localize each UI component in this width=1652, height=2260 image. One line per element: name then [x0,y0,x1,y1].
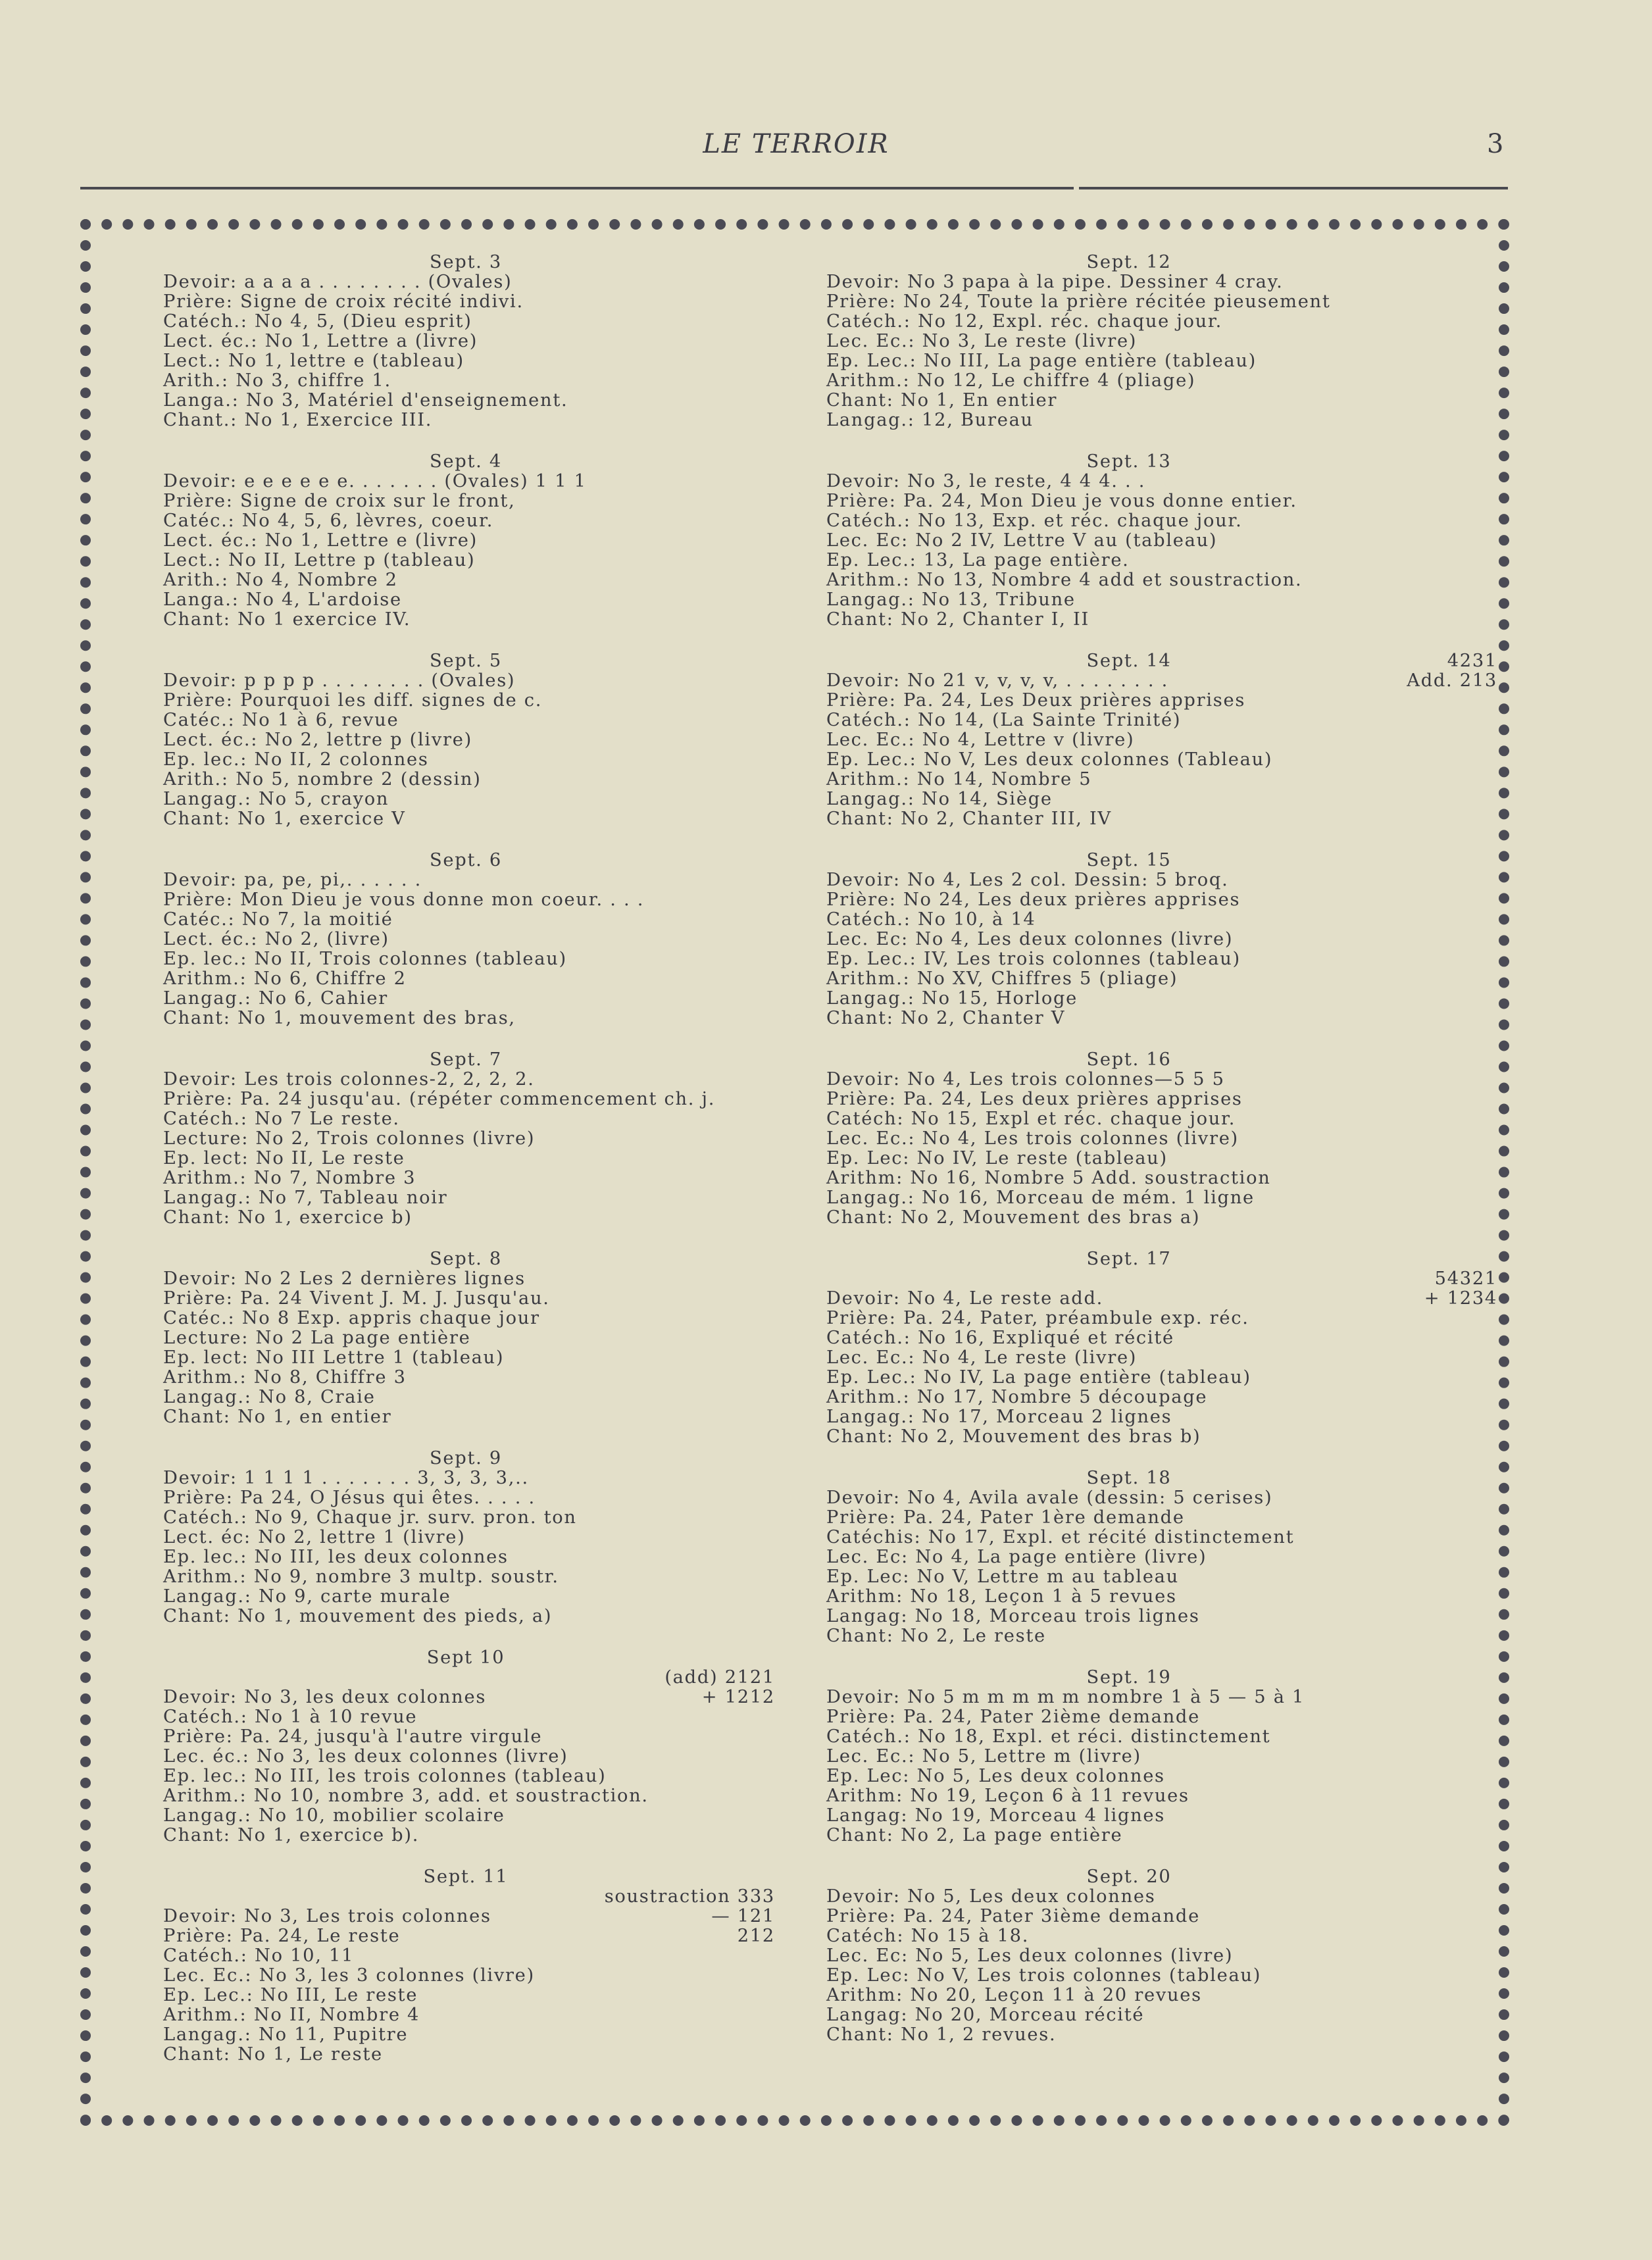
schedule-line: Devoir: No 4, Avila avale (dessin: 5 cerises) [826,1488,1273,1508]
schedule-line: Devoir: a a a a . . . . . . . . (Ovales) [163,272,513,292]
day-title: Sept. 4 [430,451,502,472]
day-entry [826,651,1497,829]
day-title: Sept. 19 [1086,1667,1172,1688]
schedule-line: Langag.: No 7, Tableau noir [163,1188,448,1208]
schedule-line: Ep. Lec.: No III, Le reste [163,1985,418,2005]
schedule-line: Arithm.: No II, Nombre 4 [163,2005,420,2025]
schedule-line: Langag: No 18, Morceau trois lignes [826,1606,1200,1626]
day-title: Sept 10 [426,1647,505,1668]
sum-figure: + 1212 [701,1687,775,1707]
day-entry [826,1668,1432,1846]
schedule-line: Catéc.: No 7, la moitié [163,909,393,930]
schedule-line: Arithm: No 16, Nombre 5 Add. soustraction [826,1168,1271,1188]
schedule-line: Arithm.: No 10, nombre 3, add. et soustraction. [163,1786,649,1806]
schedule-line: Devoir: No 5 m m m m m nombre 1 à 5 — 5 à 1 [826,1687,1305,1707]
schedule-line: Prière: Pa. 24 jusqu'au. (répéter commencement ch. j. [163,1089,716,1109]
schedule-line: Lect. éc.: No 2, lettre p (livre) [163,730,472,750]
schedule-line: Langag.: No 11, Pupitre [163,2024,409,2045]
day-title: Sept. 14 [1086,651,1172,671]
schedule-line: Chant: No 2, Chanter III, IV [826,809,1112,829]
schedule-line: Arithm: No 20, Leçon 11 à 20 revues [826,1985,1202,2005]
day-entry [163,1867,775,2065]
schedule-line: Devoir: No 4, Le reste add. [826,1288,1104,1309]
schedule-line: Devoir: No 5, Les deux colonnes [826,1886,1156,1907]
schedule-line: Lec. Ec.: No 5, Lettre m (livre) [826,1746,1141,1767]
schedule-line: Lec. Ec.: No 4, Lettre v (livre) [826,730,1135,750]
schedule-line: Devoir: No 2 Les 2 dernières lignes [163,1268,526,1289]
schedule-line: Devoir: p p p p . . . . . . . . (Ovales) [163,670,516,691]
day-title: Sept. 6 [430,850,502,870]
schedule-line: Chant: No 1, 2 revues. [826,2024,1057,2045]
schedule-line: Catéc.: No 1 à 6, revue [163,710,399,730]
schedule-line: Prière: No 24, Les deux prières apprises [826,890,1241,910]
day-title: Sept. 3 [430,252,502,272]
day-entry [826,1867,1432,2045]
schedule-line: Lec. Ec: No 5, Les deux colonnes (livre) [826,1946,1234,1966]
schedule-line: Langa.: No 3, Matériel d'enseignement. [163,390,568,411]
schedule-line: Arith.: No 5, nombre 2 (dessin) [163,769,482,790]
schedule-line: Arithm.: No 8, Chiffre 3 [163,1367,407,1388]
schedule-line: Catéc.: No 8 Exp. appris chaque jour [163,1308,540,1328]
schedule-line: Catéch: No 15, Expl et réc. chaque jour. [826,1109,1236,1129]
day-title: Sept. 20 [1086,1867,1172,1887]
schedule-line: Chant.: No 1, Exercice III. [163,410,433,430]
schedule-line: Langag.: No 9, carte murale [163,1586,451,1607]
day-entry [826,253,1432,430]
schedule-line: Lect. éc: No 2, lettre 1 (livre) [163,1527,466,1547]
schedule-line: Arithm.: No 14, Nombre 5 [826,769,1092,790]
schedule-line: Catéch.: No 14, (La Sainte Trinité) [826,710,1182,730]
schedule-line: Ep. Lec: No V, Lettre m au tableau [826,1567,1179,1587]
schedule-line: Chant: No 1, en entier [163,1407,392,1427]
running-title: LE TERROIR [703,129,889,159]
schedule-line: Catéch.: No 10, à 14 [826,909,1036,930]
schedule-line: Lecture: No 2 La page entière [163,1328,471,1348]
schedule-line: Ep. Lec.: No V, Les deux colonnes (Tableau) [826,749,1273,770]
day-title: Sept. 13 [1086,451,1172,472]
day-entry [163,452,768,630]
day-entry [826,851,1432,1028]
schedule-line: Ep. Lec.: IV, Les trois colonnes (tableau) [826,949,1241,969]
schedule-line: Arithm.: No XV, Chiffres 5 (pliage) [826,968,1178,989]
schedule-line: Prière: Signe de croix récité indivi. [163,291,524,312]
schedule-line: Prière: Mon Dieu je vous donne mon coeur. . . . [163,890,645,910]
schedule-line: Ep. lect: No II, Le reste [163,1148,405,1168]
day-title: Sept. 18 [1086,1468,1172,1488]
schedule-line: Langag.: No 5, crayon [163,789,389,809]
schedule-line: Chant: No 2, Le reste [826,1626,1046,1646]
schedule-line: Arithm.: No 17, Nombre 5 découpage [826,1387,1208,1407]
day-title: Sept. 12 [1086,252,1172,272]
schedule-line: Chant: No 1, mouvement des bras, [163,1008,516,1028]
schedule-line: Lect.: No II, Lettre p (tableau) [163,550,476,570]
schedule-line: Devoir: No 3, Les trois colonnes [163,1906,491,1926]
schedule-line: Arith.: No 3, chiffre 1. [163,370,391,391]
schedule-line: Langag.: 12, Bureau [826,410,1034,430]
schedule-line: Lec. Ec: No 4, La page entière (livre) [826,1547,1207,1567]
schedule-line: Lec. Ec.: No 4, Le reste (livre) [826,1347,1138,1368]
schedule-line: Langag.: No 14, Siège [826,789,1053,809]
schedule-line: Devoir: e e e e e e. . . . . . . (Ovales) 1 1 1 [163,471,587,491]
schedule-line: Catéch.: No 4, 5, (Dieu esprit) [163,311,472,332]
schedule-line: Catéch.: No 13, Exp. et réc. chaque jour. [826,511,1243,531]
sum-figure: 212 [737,1926,775,1946]
schedule-line: Catéch.: No 10, 11 [163,1946,355,1966]
schedule-line: Devoir: 1 1 1 1 . . . . . . . 3, 3, 3, 3,.. [163,1468,529,1488]
schedule-line: Catéch.: No 12, Expl. réc. chaque jour. [826,311,1223,332]
schedule-line: Lec. éc.: No 3, les deux colonnes (livre) [163,1746,568,1767]
day-entry [163,1449,768,1626]
schedule-line: Devoir: No 4, Les trois colonnes—5 5 5 [826,1069,1225,1090]
day-entry [826,1050,1432,1228]
schedule-line: Prière: Pa. 24, Mon Dieu je vous donne entier. [826,491,1297,511]
schedule-line: Devoir: No 3, les deux colonnes [163,1687,487,1707]
schedule-line: Ep. Lec: No IV, Le reste (tableau) [826,1148,1168,1168]
schedule-line: Devoir: No 21 v, v, v, v, . . . . . . . . [826,670,1168,691]
day-entry [826,452,1432,630]
schedule-line: Catéch.: No 18, Expl. et réci. distinctement [826,1726,1271,1747]
day-title: Sept. 16 [1086,1049,1172,1070]
schedule-line: Arithm.: No 12, Le chiffre 4 (pliage) [826,370,1196,391]
schedule-line: Langag: No 20, Morceau récité [826,2005,1145,2025]
schedule-line: Devoir: No 3 papa à la pipe. Dessiner 4 cray. [826,272,1284,292]
schedule-line: Langag.: No 6, Cahier [163,988,388,1009]
day-entry [163,651,768,829]
schedule-line: Langag.: No 10, mobilier scolaire [163,1805,505,1826]
schedule-line: Chant: No 1, exercice b) [163,1207,413,1228]
schedule-line: Arithm: No 18, Leçon 1 à 5 revues [826,1586,1177,1607]
schedule-line: Devoir: Les trois colonnes-2, 2, 2, 2. [163,1069,535,1090]
day-entry [163,1249,768,1427]
sum-figure: soustraction 333 [604,1886,775,1907]
schedule-line: Chant: No 2, Chanter I, II [826,609,1089,630]
schedule-line: Chant: No 2, La page entière [826,1825,1123,1846]
sum-figure: — 121 [711,1906,775,1926]
schedule-line: Catéc.: No 4, 5, 6, lèvres, coeur. [163,511,494,531]
left-column [163,252,775,2086]
schedule-line: Lec. Ec: No 2 IV, Lettre V au (tableau) [826,530,1218,551]
schedule-line: Arith.: No 4, Nombre 2 [163,570,398,590]
day-title: Sept. 17 [1086,1249,1172,1269]
schedule-line: Ep. lec.: No II, 2 colonnes [163,749,429,770]
schedule-line: Lect. éc.: No 1, Lettre e (livre) [163,530,478,551]
schedule-line: Ep. Lec.: 13, La page entière. [826,550,1130,570]
schedule-line: Langag.: No 8, Craie [163,1387,376,1407]
sum-figure: 54321 [1434,1268,1497,1289]
schedule-line: Chant: No 1, Le reste [163,2044,383,2065]
schedule-line: Chant: No 1, mouvement des pieds, a) [163,1606,553,1626]
schedule-line: Langag.: No 13, Tribune [826,590,1076,610]
schedule-line: Lecture: No 2, Trois colonnes (livre) [163,1128,536,1149]
schedule-line: Prière: No 24, Toute la prière récitée pieusement [826,291,1331,312]
schedule-line: Lect. éc.: No 2, (livre) [163,929,389,949]
schedule-line: Prière: Pa. 24, Pater, préambule exp. réc. [826,1308,1249,1328]
schedule-line: Chant: No 1, exercice b). [163,1825,420,1846]
schedule-line: Catéch.: No 9, Chaque jr. surv. pron. ton [163,1507,577,1528]
schedule-line: Ep. lec.: No II, Trois colonnes (tableau) [163,949,567,969]
schedule-line: Prière: Pa. 24, Pater 2ième demande [826,1707,1200,1727]
spacer [826,1269,1432,1289]
schedule-line: Prière: Pa. 24, Les Deux prières apprises [826,690,1246,711]
day-title: Sept. 7 [430,1049,502,1070]
schedule-line: Chant: No 2, Mouvement des bras a) [826,1207,1201,1228]
day-entry [826,1249,1497,1447]
day-title: Sept. 8 [430,1249,502,1269]
schedule-line: Chant: No 2, Chanter V [826,1008,1066,1028]
schedule-line: Prière: Pa 24, O Jésus qui êtes. . . . . [163,1488,536,1508]
schedule-line: Ep. lec.: No III, les trois colonnes (tableau) [163,1766,607,1786]
schedule-line: Chant: No 2, Mouvement des bras b) [826,1426,1201,1447]
schedule-line: Catéch.: No 16, Expliqué et récité [826,1328,1174,1348]
schedule-line: Ep. lec.: No III, les deux colonnes [163,1547,509,1567]
schedule-line: Devoir: No 4, Les 2 col. Dessin: 5 broq. [826,870,1229,890]
day-title: Sept. 15 [1086,850,1172,870]
schedule-line: Langag: No 19, Morceau 4 lignes [826,1805,1165,1826]
day-entry [163,851,768,1028]
schedule-line: Chant: No 1, exercice V [163,809,406,829]
schedule-line: Lec. Ec: No 4, Les deux colonnes (livre) [826,929,1234,949]
schedule-line: Prière: Pa. 24 Vivent J. M. J. Jusqu'au. [163,1288,550,1309]
schedule-line: Arithm: No 19, Leçon 6 à 11 revues [826,1786,1189,1806]
page-number: 3 [1487,129,1504,159]
schedule-line: Lec. Ec.: No 3, les 3 colonnes (livre) [163,1965,535,1986]
schedule-line: Prière: Pa. 24, Pater 1ère demande [826,1507,1185,1528]
schedule-line: Langag.: No 15, Horloge [826,988,1078,1009]
schedule-line: Catéch: No 15 à 18. [826,1926,1030,1946]
schedule-line: Arithm.: No 6, Chiffre 2 [163,968,407,989]
schedule-line: Langag.: No 16, Morceau de mém. 1 ligne [826,1188,1255,1208]
schedule-line: Ep. Lec: No V, Les trois colonnes (tableau) [826,1965,1262,1986]
day-entry [163,253,768,430]
sum-figure: (add) 2121 [664,1667,775,1688]
schedule-line: Langag.: No 17, Morceau 2 lignes [826,1407,1172,1427]
schedule-line: Langa.: No 4, L'ardoise [163,590,402,610]
schedule-line: Ep. Lec.: No III, La page entière (tableau) [826,351,1257,371]
header-rule [80,187,1074,189]
schedule-line: Arithm.: No 7, Nombre 3 [163,1168,416,1188]
schedule-line: Arithm.: No 13, Nombre 4 add et soustraction. [826,570,1303,590]
schedule-line: Catéchis: No 17, Expl. et récité distinctement [826,1527,1295,1547]
schedule-line: Catéch.: No 7 Le reste. [163,1109,400,1129]
day-title: Sept. 11 [423,1867,509,1887]
schedule-line: Lect. éc.: No 1, Lettre a (livre) [163,331,478,351]
schedule-line: Arithm.: No 9, nombre 3 multp. soustr. [163,1567,559,1587]
day-title: Sept. 5 [430,651,502,671]
day-entry [163,1647,775,1846]
schedule-line: Prière: Pa. 24, jusqu'à l'autre virgule [163,1726,543,1747]
schedule-line: Lec. Ec.: No 3, Le reste (livre) [826,331,1138,351]
day-entry [826,1469,1432,1646]
schedule-line: Ep. Lec: No 5, Les deux colonnes [826,1766,1165,1786]
schedule-line: Devoir: pa, pe, pi,. . . . . . [163,870,422,890]
schedule-line: Chant: No 1 exercice IV. [163,609,411,630]
schedule-line: Catéch.: No 1 à 10 revue [163,1707,418,1727]
day-entry [163,1050,768,1228]
schedule-line: Ep. lect: No III Lettre 1 (tableau) [163,1347,505,1368]
schedule-line: Devoir: No 3, le reste, 4 4 4. . . [826,471,1146,491]
sum-figure: 4231 [1447,651,1497,671]
schedule-line: Lect.: No 1, lettre e (tableau) [163,351,464,371]
schedule-line: Prière: Pa. 24, Les deux prières apprises [826,1089,1243,1109]
schedule-line: Prière: Pourquoi les diff. signes de c. [163,690,543,711]
schedule-line: Prière: Pa. 24, Pater 3ième demande [826,1906,1200,1926]
schedule-line: Chant: No 1, En entier [826,390,1058,411]
sum-figure: + 1234 [1424,1288,1497,1309]
schedule-line: Ep. Lec.: No IV, La page entière (tableau) [826,1367,1251,1388]
header-rule-short [1079,187,1508,189]
schedule-line: Prière: Signe de croix sur le front, [163,491,516,511]
schedule-line: Lec. Ec.: No 4, Les trois colonnes (livre) [826,1128,1239,1149]
right-column [826,252,1497,2067]
sum-figure: Add. 213 [1407,670,1497,691]
schedule-line: Prière: Pa. 24, Le reste [163,1926,401,1946]
day-title: Sept. 9 [430,1448,502,1469]
